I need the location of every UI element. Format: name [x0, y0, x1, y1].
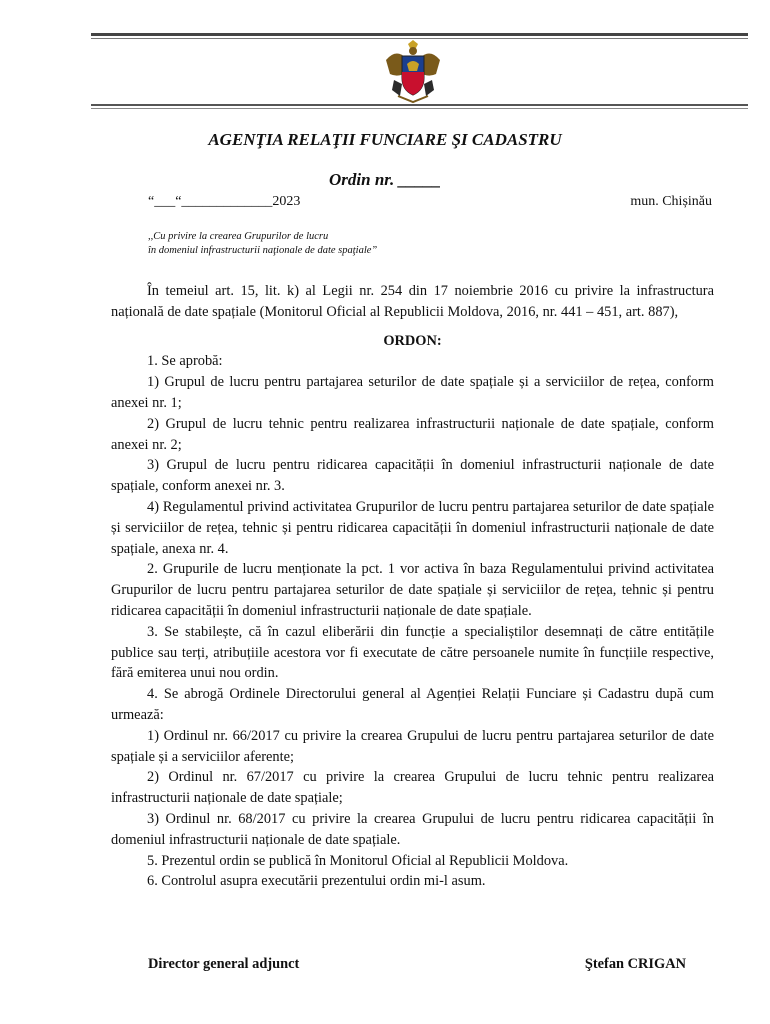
subject-line-1: ,,Cu privire la crearea Grupurilor de lucru — [148, 231, 329, 242]
paragraph: 1) Ordinul nr. 66/2017 cu privire la crearea Grupului de lucru pentru partajarea seturilor de date spațiale și a serviciilor aferente; — [111, 727, 714, 765]
order-date: “___“_____________2023 — [148, 194, 301, 209]
signatory-name: Ştefan CRIGAN — [584, 956, 686, 972]
paragraph: 6. Controlul asupra executării prezentului ordin mi-l asum. — [147, 873, 486, 890]
preamble: În temeiul art. 15, lit. k) al Legii nr. 254 din 17 noiembrie 2016 cu privire la infrastructura națională de date spațiale (Monitorul Oficial al Republicii Moldova, 2016, nr. 441 – 451, art. 887), — [111, 283, 714, 320]
order-title: Ordin nr. _____ — [329, 170, 441, 189]
header-bottom-rule-thin — [91, 108, 748, 109]
header-bottom-rule — [91, 104, 748, 106]
agency-name: AGENŢIA RELAŢII FUNCIARE ŞI CADASTRU — [208, 130, 562, 149]
paragraph: 4. Se abrogă Ordinele Directorului general al Agenției Relații Funciare și Cadastru după cum urmează: — [111, 686, 714, 723]
paragraph: 2) Ordinul nr. 67/2017 cu privire la crearea Grupului de lucru tehnic pentru realizarea infrastructurii naționale de date spațiale; — [111, 769, 714, 807]
signatory-title: Director general adjunct — [148, 956, 300, 972]
paragraph: 1. Se aprobă: — [147, 353, 223, 370]
paragraph: 3) Ordinul nr. 68/2017 cu privire la crearea Grupului de lucru pentru ridicarea capacității în domeniul infrastructurii naționale de date spațiale. — [111, 810, 714, 848]
paragraph: 2. Grupurile de lucru menționate la pct. 1 vor activa în baza Regulamentului privind activitatea Grupurilor de lucru pentru partajarea seturilor de date spațiale și serviciilor de rețea, tehnic și pentru ridicarea capacității în domeniul infrastructurii naționale de date spațiale. — [111, 561, 714, 619]
order-city: mun. Chișinău — [630, 194, 712, 209]
coat-of-arms-icon — [382, 38, 444, 104]
ordon-heading: ORDON: — [383, 332, 442, 349]
header-top-rule — [91, 33, 748, 36]
paragraph: 4) Regulamentul privind activitatea Grupurilor de lucru pentru partajarea seturilor de date spațiale și serviciilor de rețea, tehnic și pentru ridicarea capacității în domeniul infrastructurii naționale de date spațiale, anexa nr. 4. — [111, 498, 714, 557]
subject-line-2: în domeniul infrastructurii naţionale de date spaţiale” — [148, 245, 378, 256]
paragraph: 2) Grupul de lucru tehnic pentru realizarea infrastructurii naționale de date spațiale, conform anexei nr. 2; — [111, 415, 714, 453]
paragraph: 5. Prezentul ordin se publică în Monitorul Oficial al Republicii Moldova. — [147, 852, 569, 869]
order-subject — [148, 230, 377, 258]
paragraph: 3. Se stabilește, că în cazul eliberării din funcție a specialiștilor desemnați de către entitățile publice sau terți, atribuțiile acestora vor fi executate de către persoanele numite în funcțiile respective, fără emiterea unui nou ordin. — [111, 623, 714, 682]
paragraph: 3) Grupul de lucru pentru ridicarea capacității în domeniul infrastructurii naționale de date spațiale, conform anexei nr. 3. — [111, 457, 714, 495]
paragraph: 1) Grupul de lucru pentru partajarea seturilor de date spațiale și a serviciilor de rețea, conform anexei nr. 1; — [111, 374, 714, 411]
order-body — [111, 281, 714, 892]
